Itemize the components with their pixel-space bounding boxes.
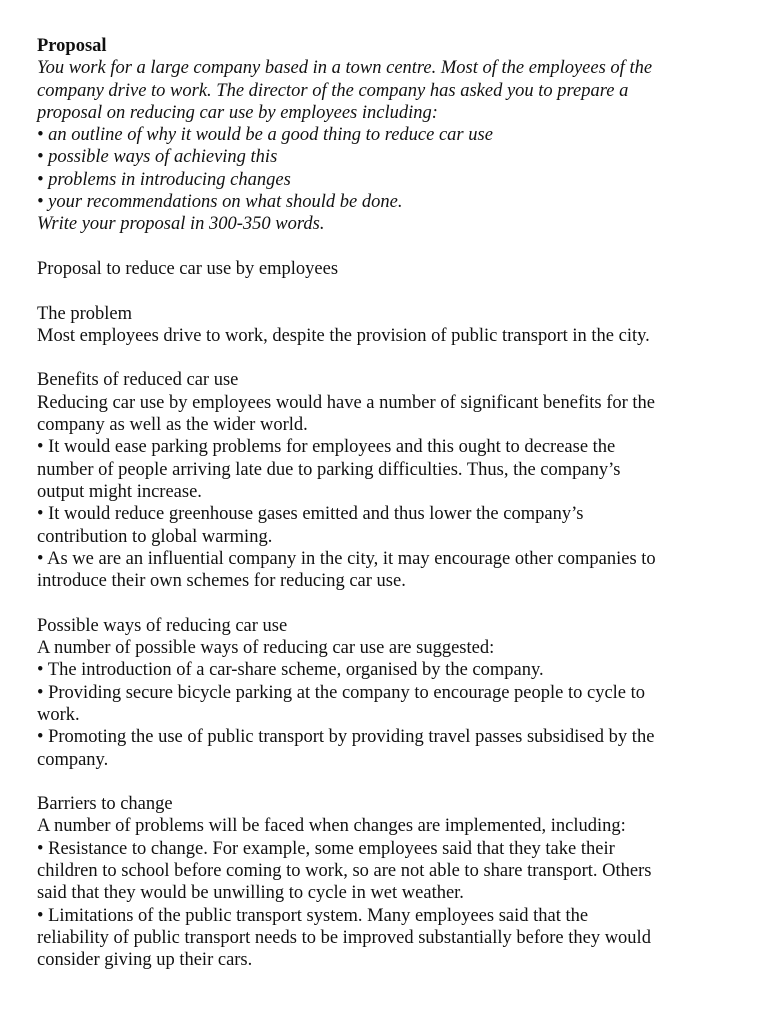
- body-line: number of people arriving late due to parking difficulties. Thus, the company’s: [37, 459, 621, 480]
- section-heading: Benefits of reduced car use: [37, 370, 239, 391]
- body-line: said that they would be unwilling to cycle in wet weather.: [37, 883, 464, 904]
- body-line: A number of possible ways of reducing car use are suggested:: [37, 638, 495, 659]
- bullet-line: • Providing secure bicycle parking at the company to encourage people to cycle to: [37, 682, 646, 703]
- bullet-line: • Promoting the use of public transport by providing travel passes subsidised by the: [37, 727, 655, 748]
- body-line: introduce their own schemes for reducing car use.: [37, 571, 406, 592]
- spacer: [37, 280, 737, 302]
- body-line: work.: [37, 704, 80, 725]
- bullet-line: • As we are an influential company in the city, it may encourage other companies to: [37, 548, 656, 569]
- task-bullet: • problems in introducing changes: [37, 169, 291, 190]
- task-line: Write your proposal in 300-350 words.: [37, 214, 325, 235]
- spacer: [37, 347, 737, 369]
- benefits-section: [37, 369, 737, 592]
- bullet-line: • Resistance to change. For example, some employees said that they take their: [37, 838, 615, 859]
- task-line: You work for a large company based in a town centre. Most of the employees of the: [37, 58, 653, 79]
- body-line: output might increase.: [37, 481, 202, 502]
- bullet-line: • The introduction of a car-share scheme, organised by the company.: [37, 660, 544, 681]
- proposal-title: Proposal to reduce car use by employees: [37, 258, 339, 279]
- task-bullet: • your recommendations on what should be done.: [37, 192, 403, 213]
- bullet-line: • It would reduce greenhouse gases emitted and thus lower the company’s: [37, 504, 584, 525]
- body-line: Most employees drive to work, despite the provision of public transport in the city.: [37, 325, 650, 346]
- task-bullet: • possible ways of achieving this: [37, 147, 278, 168]
- body-line: reliability of public transport needs to be improved substantially before they would: [37, 927, 651, 948]
- ways-section: [37, 615, 737, 771]
- task-line: company drive to work. The director of the company has asked you to prepare a: [37, 80, 629, 101]
- problem-section: [37, 303, 737, 348]
- body-line: children to school before coming to work, so are not able to share transport. Others: [37, 860, 652, 881]
- document-page: [37, 35, 737, 971]
- section-heading: The problem: [37, 303, 133, 324]
- section-heading: Barriers to change: [37, 794, 173, 815]
- spacer: [37, 236, 737, 258]
- body-line: contribution to global warming.: [37, 526, 273, 547]
- body-line: company as well as the wider world.: [37, 415, 308, 436]
- spacer: [37, 592, 737, 614]
- body-line: Reducing car use by employees would have a number of significant benefits for the: [37, 392, 656, 413]
- task-section: [37, 35, 737, 236]
- task-heading: Proposal: [37, 36, 107, 56]
- bullet-line: • It would ease parking problems for employees and this ought to decrease the: [37, 437, 616, 458]
- section-heading: Possible ways of reducing car use: [37, 615, 288, 636]
- body-line: consider giving up their cars.: [37, 950, 253, 971]
- bullet-line: • Limitations of the public transport system. Many employees said that the: [37, 905, 589, 926]
- spacer: [37, 771, 737, 793]
- task-line: proposal on reducing car use by employees including:: [37, 102, 438, 123]
- body-line: A number of problems will be faced when changes are implemented, including:: [37, 816, 626, 837]
- barriers-section: [37, 793, 737, 971]
- body-line: company.: [37, 749, 109, 770]
- task-bullet: • an outline of why it would be a good thing to reduce car use: [37, 125, 493, 146]
